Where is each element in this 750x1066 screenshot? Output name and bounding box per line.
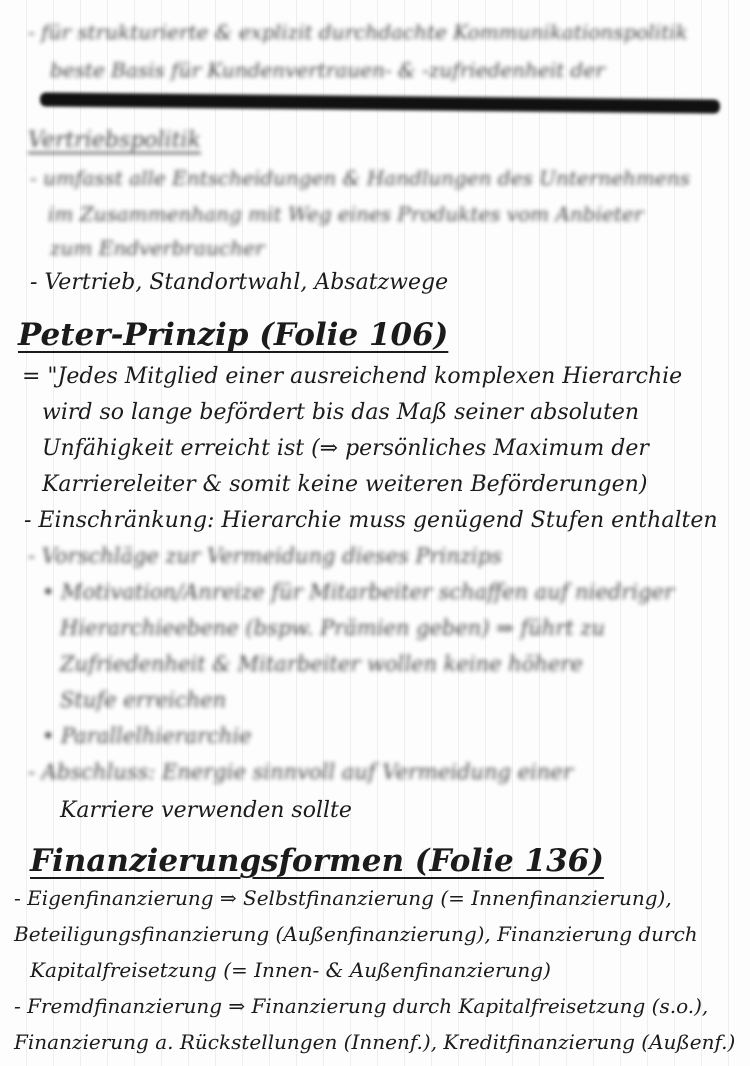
note-line: • Motivation/Anreize für Mitarbeiter schaffen auf niedriger — [42, 580, 674, 604]
note-line: im Zusammenhang mit Weg eines Produktes vom Anbieter — [48, 202, 644, 226]
section-heading: Peter-Prinzip (Folie 106) — [18, 317, 449, 353]
note-line: Hierarchieebene (bspw. Prämien geben) ⇒ führt zu — [60, 616, 606, 640]
note-line: = "Jedes Mitglied einer ausreichend komplexen Hierarchie — [22, 364, 683, 389]
note-line: - Eigenfinanzierung ⇒ Selbstfinanzierung (= Innenfinanzierung), — [14, 886, 672, 910]
note-line: - Vertrieb, Standortwahl, Absatzwege — [30, 270, 449, 295]
section-heading: Vertriebspolitik — [28, 128, 201, 153]
note-line: Karriereleiter & somit keine weiteren Beförderungen) — [42, 472, 648, 497]
note-line: - umfasst alle Entscheidungen & Handlungen des Unternehmens — [30, 166, 690, 190]
section-heading: Finanzierungsformen (Folie 136) — [30, 843, 604, 879]
note-line: Kapitalfreisetzung (= Innen- & Außenfinanzierung) — [30, 958, 551, 982]
note-line: Karriere verwenden sollte — [60, 798, 352, 823]
note-line: zum Endverbraucher — [50, 236, 265, 260]
note-line: - Einschränkung: Hierarchie muss genügend Stufen enthalten — [24, 508, 718, 533]
note-line: • Parallelhierarchie — [42, 724, 252, 748]
note-line: Finanzierung a. Rückstellungen (Innenf.), Kreditfinanzierung (Außenf.) — [14, 1030, 736, 1054]
note-line: wird so lange befördert bis das Maß seiner absoluten — [42, 400, 640, 425]
note-line: Beteiligungsfinanzierung (Außenfinanzierung), Finanzierung durch — [14, 922, 698, 946]
note-line: - Vorschläge zur Vermeidung dieses Prinzips — [28, 544, 502, 568]
note-line: beste Basis für Kundenvertrauen- & -zufriedenheit der — [50, 58, 605, 82]
note-line: - für strukturierte & explizit durchdachte Kommunikationspolitik — [28, 20, 688, 44]
note-line: - Fremdfinanzierung ⇒ Finanzierung durch Kapitalfreisetzung (s.o.), — [14, 994, 709, 1018]
note-line: Stufe erreichen — [60, 688, 227, 712]
redaction-bar — [40, 92, 720, 113]
note-line: - Abschluss: Energie sinnvoll auf Vermeidung einer — [28, 760, 573, 784]
note-line: Zufriedenheit & Mitarbeiter wollen keine höhere — [60, 652, 583, 676]
note-line: Unfähigkeit erreicht ist (⇒ persönliches Maximum der — [42, 436, 649, 461]
